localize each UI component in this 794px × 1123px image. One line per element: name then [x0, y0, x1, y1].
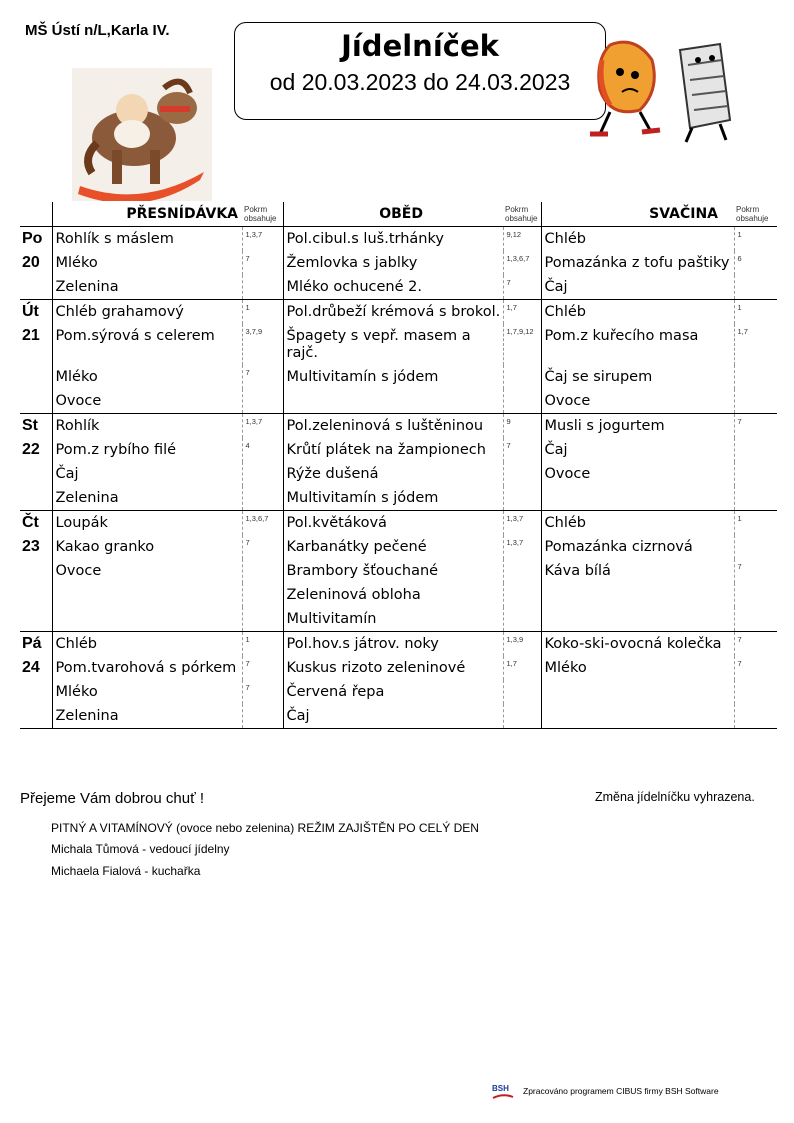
breakfast-dish: Ovoce	[52, 389, 242, 414]
allergen-codes	[242, 559, 283, 583]
allergen-codes	[242, 704, 283, 729]
allergen-codes	[734, 389, 777, 414]
menu-row	[20, 251, 777, 275]
allergen-header: Pokrm obsahuje	[503, 202, 541, 227]
breakfast-header: PŘESNÍDÁVKA	[52, 202, 242, 227]
allergen-codes	[503, 680, 541, 704]
lunch-dish: Multivitamín s jódem	[286, 369, 439, 385]
day-cell	[20, 704, 52, 729]
day-header	[20, 202, 52, 227]
menu-row	[20, 607, 777, 632]
allergen-codes	[734, 275, 777, 300]
snack-dish: Káva bílá	[544, 563, 611, 579]
rocking-horse-illustration	[72, 68, 212, 201]
day-cell: 21	[20, 324, 52, 365]
allergen-codes: 7	[503, 275, 541, 300]
menu-row	[20, 656, 777, 680]
lunch-dish: Žemlovka s jablky	[286, 255, 418, 271]
allergen-codes: 1	[734, 300, 777, 325]
menu-row	[20, 300, 777, 325]
allergen-codes: 7	[734, 559, 777, 583]
allergen-header: Pokrm obsahuje	[734, 202, 777, 227]
breakfast-dish: Chléb grahamový	[55, 304, 184, 320]
snack-dish: Chléb	[544, 515, 586, 531]
allergen-codes: 1	[242, 300, 283, 325]
breakfast-dish: Čaj	[55, 466, 79, 482]
lunch-dish: Pol.zeleninová s luštěninou	[286, 418, 484, 434]
allergen-codes	[734, 535, 777, 559]
allergen-codes: 1	[242, 632, 283, 657]
lunch-dish: Mléko ochucené 2.	[283, 275, 503, 300]
menu-row	[20, 632, 777, 657]
snack-dish: Čaj	[541, 275, 734, 300]
snack-dish: Pomazánka cizrnová	[544, 539, 693, 555]
day-cell	[20, 365, 52, 389]
breakfast-dish: Zelenina	[52, 275, 242, 300]
lunch-dish: Multivitamín	[283, 607, 503, 632]
allergen-codes: 9	[503, 414, 541, 439]
day-cell	[20, 389, 52, 414]
wish-text: Přejeme Vám dobrou chuť !	[20, 790, 205, 807]
allergen-codes: 7	[242, 680, 283, 704]
lunch-dish: Karbanátky pečené	[286, 539, 427, 555]
cheese-grater-illustration	[580, 30, 740, 145]
allergen-codes	[503, 704, 541, 729]
lunch-dish	[283, 389, 503, 414]
lunch-header: OBĚD	[283, 202, 503, 227]
page-title: Jídelníček	[341, 29, 499, 63]
day-cell: Čt	[20, 511, 52, 536]
allergen-codes: 1,7	[734, 324, 777, 365]
day-cell	[20, 275, 52, 300]
lunch-dish: Pol.cibul.s luš.trhánky	[286, 231, 444, 247]
lunch-dish: Krůtí plátek na žampionech	[286, 442, 486, 458]
allergen-codes: 9,12	[503, 227, 541, 252]
breakfast-dish: Loupák	[55, 515, 108, 531]
allergen-codes: 4	[242, 438, 283, 462]
allergen-codes	[734, 438, 777, 462]
lunch-dish: Čaj	[283, 704, 503, 729]
lunch-dish: Pol.drůbeží krémová s brokol.	[286, 304, 501, 320]
title-box	[234, 22, 606, 120]
breakfast-dish: Pom.tvarohová s pórkem	[55, 660, 237, 676]
breakfast-dish: Mléko	[55, 255, 98, 271]
allergen-codes	[734, 607, 777, 632]
change-note: Změna jídelníčku vyhrazena.	[595, 790, 755, 804]
day-cell: Pá	[20, 632, 52, 657]
allergen-codes	[242, 462, 283, 486]
day-cell: Út	[20, 300, 52, 325]
allergen-codes: 1,3,6,7	[242, 511, 283, 536]
day-cell	[20, 583, 52, 607]
breakfast-dish: Mléko	[55, 684, 98, 700]
allergen-codes: 7	[734, 632, 777, 657]
snack-dish: Čaj se sirupem	[544, 369, 653, 385]
allergen-codes	[503, 583, 541, 607]
breakfast-dish: Rohlík s máslem	[55, 231, 174, 247]
allergen-codes: 7	[242, 365, 283, 389]
allergen-codes: 7	[734, 414, 777, 439]
day-cell: 20	[20, 251, 52, 275]
lunch-dish: Pol.květáková	[286, 515, 387, 531]
breakfast-dish	[52, 583, 242, 607]
allergen-codes	[242, 583, 283, 607]
allergen-codes: 6	[734, 251, 777, 275]
snack-dish	[541, 704, 734, 729]
snack-dish: Chléb	[544, 304, 586, 320]
menu-row	[20, 275, 777, 300]
lunch-dish: Zeleninová obloha	[286, 587, 421, 603]
lunch-dish: Špagety s vepř. masem a rajč.	[286, 328, 471, 361]
day-cell	[20, 680, 52, 704]
snack-dish: Chléb	[544, 231, 586, 247]
day-cell: Po	[20, 227, 52, 252]
lunch-dish: Rýže dušená	[286, 466, 379, 482]
day-cell	[20, 607, 52, 632]
snack-dish	[541, 607, 734, 632]
lunch-dish: Brambory šťouchané	[286, 563, 439, 579]
snack-dish: Koko-ski-ovocná kolečka	[544, 636, 722, 652]
allergen-codes	[503, 486, 541, 511]
snack-dish: Ovoce	[544, 466, 591, 482]
lunch-dish: Pol.hov.s játrov. noky	[286, 636, 439, 652]
allergen-codes	[734, 680, 777, 704]
bsh-logo	[491, 1082, 515, 1104]
allergen-codes: 1,7	[503, 656, 541, 680]
svg-text:BSH: BSH	[492, 1084, 509, 1093]
drinking-regime-note: PITNÝ A VITAMÍNOVÝ (ovoce nebo zelenina) REŽIM ZAJIŠTĚN PO CELÝ DEN	[51, 821, 479, 835]
breakfast-dish: Chléb	[55, 636, 97, 652]
snack-dish: Musli s jogurtem	[544, 418, 665, 434]
menu-row	[20, 365, 777, 389]
breakfast-dish	[52, 607, 242, 632]
day-cell	[20, 486, 52, 511]
allergen-codes	[503, 559, 541, 583]
day-cell: St	[20, 414, 52, 439]
allergen-codes	[242, 389, 283, 414]
snack-dish: Pomazánka z tofu paštiky	[544, 255, 730, 271]
menu-row	[20, 535, 777, 559]
snack-dish	[541, 486, 734, 511]
allergen-codes: 1,3,7	[503, 511, 541, 536]
menu-row	[20, 486, 777, 511]
allergen-codes: 1	[734, 511, 777, 536]
school-name: MŠ Ústí n/L,Karla IV.	[25, 22, 170, 39]
allergen-codes: 7	[734, 656, 777, 680]
software-credit: Zpracováno programem CIBUS firmy BSH Software	[523, 1086, 719, 1096]
lunch-dish: Kuskus rizoto zeleninové	[286, 660, 466, 676]
allergen-codes	[503, 389, 541, 414]
allergen-codes	[734, 365, 777, 389]
allergen-codes: 7	[242, 656, 283, 680]
allergen-codes: 7	[242, 535, 283, 559]
allergen-codes: 7	[503, 438, 541, 462]
menu-row	[20, 414, 777, 439]
breakfast-dish: Zelenina	[52, 704, 242, 729]
menu-table	[20, 202, 777, 729]
breakfast-dish: Rohlík	[55, 418, 100, 434]
menu-row	[20, 324, 777, 365]
allergen-codes: 1,3,7	[242, 414, 283, 439]
snack-dish	[541, 583, 734, 607]
breakfast-dish: Pom.sýrová s celerem	[55, 328, 215, 344]
day-cell	[20, 559, 52, 583]
menu-row	[20, 438, 777, 462]
snack-dish: Ovoce	[541, 389, 734, 414]
allergen-codes: 1,7	[503, 300, 541, 325]
breakfast-dish: Ovoce	[55, 563, 102, 579]
allergen-codes	[242, 486, 283, 511]
breakfast-dish: Zelenina	[52, 486, 242, 511]
menu-row	[20, 559, 777, 583]
day-cell: 24	[20, 656, 52, 680]
manager-name: Michala Tůmová - vedoucí jídelny	[51, 842, 230, 856]
allergen-codes: 1,7,9,12	[503, 324, 541, 365]
allergen-codes	[734, 462, 777, 486]
lunch-dish: Červená řepa	[286, 684, 385, 700]
allergen-codes: 1,3,6,7	[503, 251, 541, 275]
allergen-codes	[734, 486, 777, 511]
allergen-codes	[503, 462, 541, 486]
menu-row	[20, 680, 777, 704]
allergen-codes: 1	[734, 227, 777, 252]
snack-dish: Čaj	[544, 442, 568, 458]
breakfast-dish: Mléko	[55, 369, 98, 385]
allergen-codes: 1,3,9	[503, 632, 541, 657]
day-cell	[20, 462, 52, 486]
menu-row	[20, 462, 777, 486]
allergen-codes	[503, 607, 541, 632]
allergen-codes	[242, 275, 283, 300]
snack-dish: Pom.z kuřecího masa	[544, 328, 699, 344]
allergen-codes	[242, 607, 283, 632]
snack-dish	[541, 680, 734, 704]
menu-row	[20, 389, 777, 414]
breakfast-dish: Pom.z rybího filé	[55, 442, 177, 458]
allergen-codes: 7	[242, 251, 283, 275]
allergen-header: Pokrm obsahuje	[242, 202, 283, 227]
snack-header: SVAČINA	[541, 202, 734, 227]
allergen-codes	[734, 704, 777, 729]
day-cell: 22	[20, 438, 52, 462]
menu-row	[20, 583, 777, 607]
allergen-codes: 1,3,7	[242, 227, 283, 252]
allergen-codes: 3,7,9	[242, 324, 283, 365]
allergen-codes	[734, 583, 777, 607]
menu-row	[20, 511, 777, 536]
day-cell: 23	[20, 535, 52, 559]
allergen-codes: 1,3,7	[503, 535, 541, 559]
cook-name: Michaela Fialová - kuchařka	[51, 864, 201, 878]
lunch-dish: Multivitamín s jódem	[283, 486, 503, 511]
menu-row	[20, 227, 777, 252]
date-range: od 20.03.2023 do 24.03.2023	[269, 69, 571, 95]
snack-dish: Mléko	[544, 660, 587, 676]
allergen-codes	[503, 365, 541, 389]
breakfast-dish: Kakao granko	[55, 539, 155, 555]
menu-row	[20, 704, 777, 729]
